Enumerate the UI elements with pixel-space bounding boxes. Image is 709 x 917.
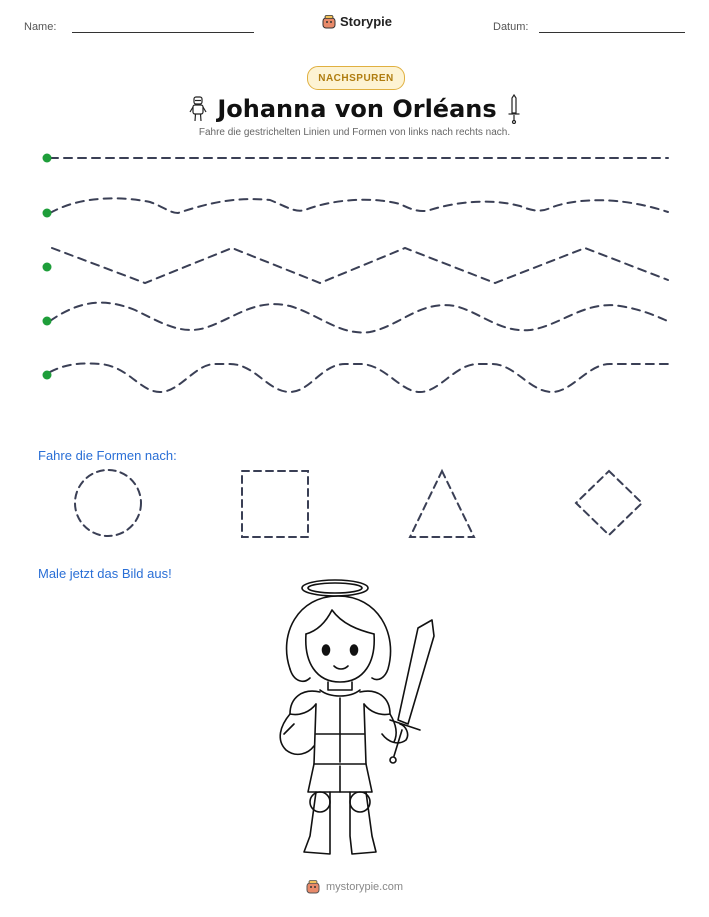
trace-line-wave-3 [50, 363, 668, 392]
title-text: Johanna von Orléans [217, 95, 497, 123]
trace-line-zigzag [52, 248, 668, 283]
trace-line-wave-1 [50, 198, 668, 213]
brand-name: Storypie [340, 14, 393, 29]
trace-line-wave-2 [50, 303, 670, 333]
knight-icon [189, 96, 207, 122]
storypie-footer-logo-icon [306, 880, 320, 894]
start-dot-1 [43, 154, 52, 163]
page-title [180, 92, 530, 126]
name-label: Name: [24, 21, 57, 33]
instructions: Fahre die gestrichelten Linien und Formen von links nach rechts nach. [198, 127, 511, 138]
start-dot-2 [43, 209, 52, 218]
joan-of-arc-coloring-image [250, 574, 460, 864]
coloring-heading: Male jetzt das Bild aus! [38, 566, 172, 581]
footer [0, 880, 709, 894]
section-badge: NACHSPUREN [307, 66, 405, 90]
start-dot-4 [43, 317, 52, 326]
name-line[interactable] [72, 32, 254, 33]
tracing-shapes [0, 465, 709, 545]
shapes-heading: Fahre die Formen nach: [38, 448, 177, 463]
storypie-logo-icon [322, 15, 336, 29]
sword-icon [507, 94, 521, 124]
date-line[interactable] [539, 32, 685, 33]
date-label: Datum: [493, 21, 529, 33]
trace-triangle [410, 471, 474, 537]
tracing-lines [0, 140, 709, 400]
trace-square [242, 471, 308, 537]
footer-url[interactable]: mystorypie.com [325, 881, 404, 893]
trace-diamond [576, 471, 642, 535]
trace-circle [75, 470, 141, 536]
start-dot-5 [43, 371, 52, 380]
brand-logo [322, 14, 392, 29]
start-dot-3 [43, 263, 52, 272]
